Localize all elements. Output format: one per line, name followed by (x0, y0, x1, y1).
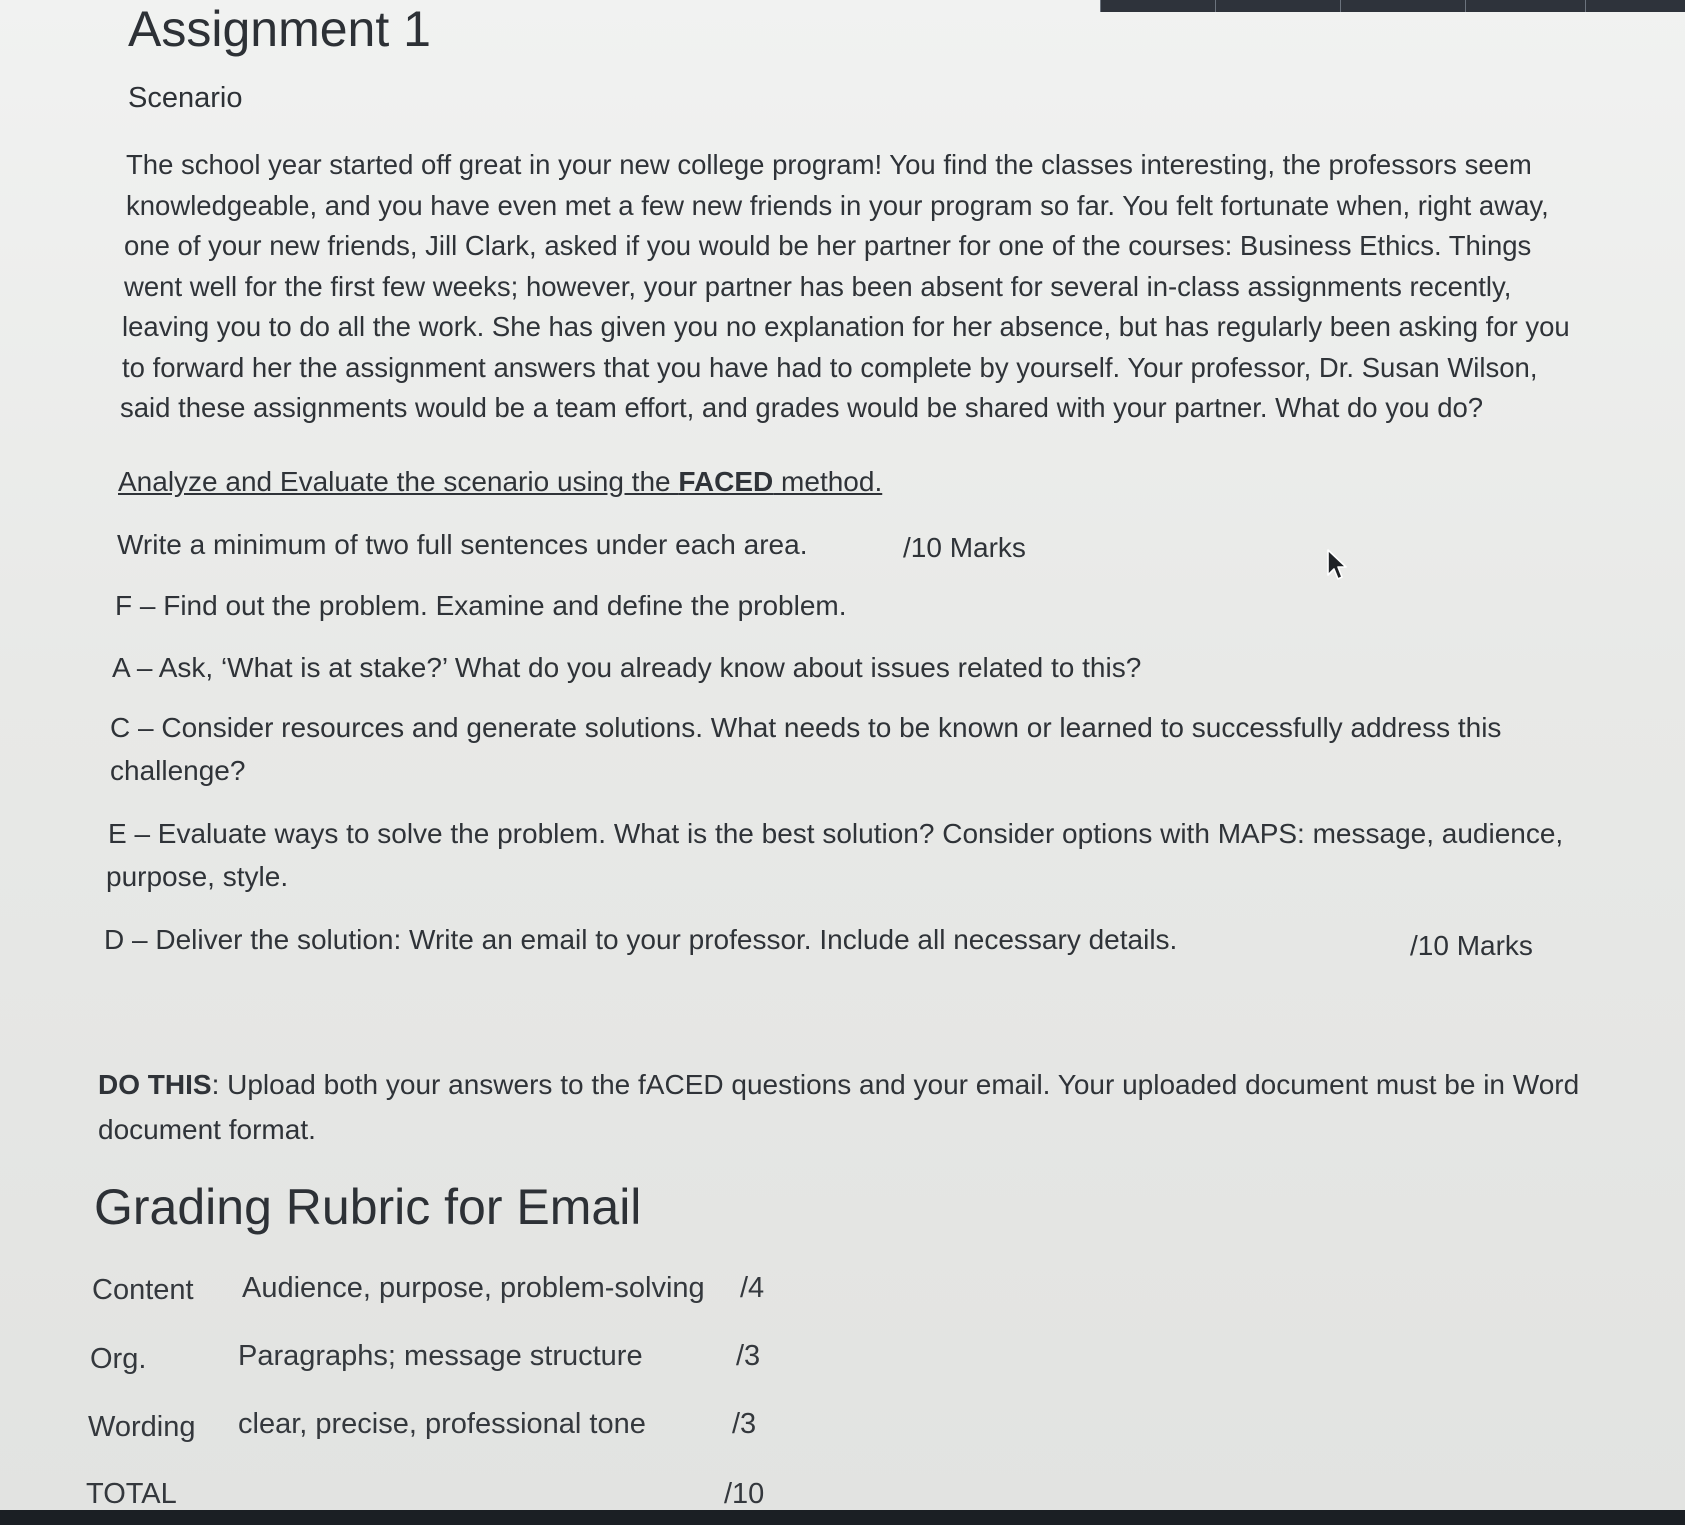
do-this-text-cont: document format. (98, 1114, 316, 1145)
faced-item-c-cont: challenge? (110, 755, 246, 786)
scenario-line: knowledgeable, and you have even met a few new friends in your program so far. You felt fortunate when, right away, (126, 189, 1549, 221)
do-this-instruction (98, 1062, 1638, 1152)
rubric-criteria: clear, precise, professional tone (238, 1408, 646, 1440)
scenario-line: The school year started off great in your new college program! You find the classes interesting, the professors seem (126, 149, 1532, 180)
rubric-category: Wording (88, 1411, 196, 1443)
rubric-score: /4 (740, 1272, 765, 1304)
mouse-pointer-icon (1326, 548, 1348, 582)
rubric-category: Org. (90, 1343, 147, 1375)
faced-item-e-cont: purpose, style. (106, 861, 289, 892)
screen-bezel (0, 1510, 1685, 1512)
marks-first: /10 Marks (903, 532, 1026, 563)
section-label: Scenario (128, 82, 243, 114)
rubric-score: /10 (724, 1478, 765, 1510)
instruction-prefix: Analyze and Evaluate the scenario using the (118, 466, 679, 497)
faced-item-e: E – Evaluate ways to solve the problem. What is the best solution? Consider options with MAPS: message, audience, (108, 818, 1564, 849)
rubric-title: Grading Rubric for Email (94, 1179, 642, 1235)
faced-item-f: F – Find out the problem. Examine and define the problem. (115, 590, 847, 621)
scenario-line: leaving you to do all the work. She has given you no explanation for her absence, but has regularly been asking for you (122, 311, 1570, 342)
rubric-category: Content (92, 1274, 194, 1306)
scenario-line: went well for the first few weeks; however, your partner has been absent for several in-class assignments recently, (124, 270, 1512, 302)
rubric-criteria: Audience, purpose, problem-solving (242, 1272, 705, 1304)
instruction-bold: FACED (678, 466, 774, 497)
rubric-criteria: Paragraphs; message structure (238, 1340, 643, 1372)
scenario-line: to forward her the assignment answers that you have had to complete by yourself. Your professor, Dr. Susan Wilson, (122, 351, 1538, 383)
faced-instruction (118, 466, 882, 498)
do-this-text: : Upload both your answers to the fACED questions and your email. Your uploaded document must be in Word (211, 1069, 1580, 1100)
rubric-score: /3 (736, 1340, 761, 1372)
faced-item-d: D – Deliver the solution: Write an email to your professor. Include all necessary details. (104, 924, 1178, 955)
instruction-suffix: method. (773, 466, 883, 497)
rubric-category: TOTAL (86, 1478, 177, 1510)
min-sentences-text: Write a minimum of two full sentences under each area. (117, 529, 808, 560)
rubric-score: /3 (732, 1408, 757, 1440)
do-this-label: DO THIS (98, 1069, 212, 1100)
page-title: Assignment 1 (128, 1, 431, 57)
marks-second: /10 Marks (1410, 930, 1533, 961)
scenario-paragraph (122, 145, 1602, 429)
scenario-line: said these assignments would be a team effort, and grades would be shared with your partner. What do you do? (120, 392, 1484, 423)
faced-item-a: A – Ask, ‘What is at stake?’ What do you already know about issues related to this? (112, 652, 1142, 683)
scenario-line: one of your new friends, Jill Clark, asked if you would be her partner for one of the courses: Business Ethics. Things (124, 230, 1532, 261)
faced-item-c: C – Consider resources and generate solutions. What needs to be known or learned to successfully address this (110, 712, 1502, 743)
